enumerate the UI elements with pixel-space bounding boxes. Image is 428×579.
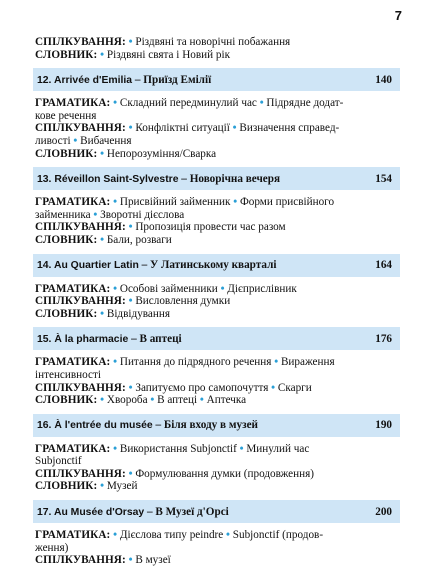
- lesson-page-number: 200: [375, 505, 392, 518]
- entry-text: Відвідування: [106, 307, 171, 320]
- lesson-line: [35, 110, 400, 123]
- entry-text: інтенсивності: [35, 368, 101, 381]
- entry-text: Зворотні дієслова: [100, 208, 185, 221]
- bullet-icon: •: [233, 196, 238, 209]
- lesson-title-ukrainian: – В аптеці: [128, 332, 182, 345]
- lesson-line: [35, 542, 400, 555]
- entry-text: Присвійний займенник: [119, 196, 234, 209]
- lesson-title: [37, 259, 276, 271]
- entry-text: Форми присвійного: [239, 196, 335, 209]
- bullet-icon: •: [271, 381, 276, 394]
- lesson-title-ukrainian: – Новорічна вечеря: [178, 172, 281, 185]
- bullet-icon: •: [128, 381, 133, 394]
- bullet-icon: •: [113, 97, 118, 110]
- category-label: ГРАМАТИКА:: [35, 442, 111, 455]
- intro-line: [35, 49, 400, 62]
- bullet-icon: •: [113, 442, 118, 455]
- entry-text: Дієприслівник: [227, 282, 297, 295]
- bullet-icon: •: [128, 221, 133, 234]
- lesson-title-french: 16. À l'entrée du musée: [37, 420, 153, 432]
- lesson-line: [35, 97, 400, 110]
- bullet-icon: •: [232, 122, 237, 135]
- entry-text: Підрядне додат-: [266, 97, 344, 110]
- lesson-page-number: 190: [375, 419, 392, 432]
- entry-text: Вираження: [280, 356, 335, 369]
- entry-text: Питання до підрядного речення: [119, 356, 275, 369]
- bullet-icon: •: [239, 442, 244, 455]
- bullet-icon: •: [113, 529, 118, 542]
- lesson-line: [35, 234, 400, 247]
- entry-text: В музеї: [135, 554, 171, 567]
- lesson-title-ukrainian: – Приїзд Емілії: [132, 73, 212, 86]
- entry-text: Минулий час: [246, 442, 310, 455]
- entry-text: займенника: [35, 208, 94, 221]
- lesson-line: [35, 369, 400, 382]
- entry-text: Subjonctif (продов-: [232, 529, 324, 542]
- lesson-header: [33, 254, 400, 277]
- lesson-title: [37, 333, 182, 345]
- lesson-title-french: 13. Réveillon Saint-Sylvestre: [37, 173, 179, 185]
- bullet-icon: •: [128, 554, 133, 567]
- category-label: ГРАМАТИКА:: [35, 529, 111, 542]
- category-label: СПІЛКУВАННЯ:: [35, 221, 126, 234]
- lesson-title: [37, 74, 211, 86]
- lesson-page-number: 164: [375, 259, 392, 272]
- entry-text: Різдвяні свята і Новий рік: [106, 48, 231, 61]
- entry-text: ливості: [35, 134, 74, 147]
- entry-text: Пропозиція провести час разом: [135, 221, 286, 234]
- entry-text: Музей: [106, 480, 138, 493]
- entry-text: Хвороба: [106, 394, 151, 407]
- category-label: ГРАМАТИКА:: [35, 196, 111, 209]
- bullet-icon: •: [128, 122, 133, 135]
- lesson-title: [37, 419, 258, 431]
- category-label: СПІЛКУВАННЯ:: [35, 122, 126, 135]
- lesson-title: [37, 506, 229, 518]
- intro-line: [35, 36, 400, 49]
- lesson-line: [35, 221, 400, 234]
- lesson-line: [35, 196, 400, 209]
- entry-text: ження): [35, 541, 69, 554]
- entry-text: Особові займенники: [119, 282, 221, 295]
- lesson-line: [35, 468, 400, 481]
- bullet-icon: •: [226, 529, 230, 542]
- lesson-line: [35, 394, 400, 407]
- bullet-icon: •: [93, 208, 98, 221]
- entry-text: Висловлення думки: [135, 295, 231, 308]
- lesson-section: [35, 68, 400, 160]
- lesson-section: [35, 167, 400, 246]
- lesson-header: [33, 414, 400, 437]
- entry-text: Бали, розваги: [106, 233, 172, 246]
- lesson-title-ukrainian: – У Латинському кварталі: [138, 259, 277, 272]
- entry-text: Непорозуміння/Сварка: [106, 147, 217, 160]
- bullet-icon: •: [100, 147, 105, 160]
- entry-text: Скарги: [277, 381, 312, 394]
- category-label: СЛОВНИК:: [35, 480, 98, 493]
- lesson-title-french: 17. Au Musée d'Orsay: [37, 506, 145, 518]
- category-label: СЛОВНИК:: [35, 307, 98, 320]
- lesson-line: [35, 209, 400, 222]
- bullet-icon: •: [128, 295, 133, 308]
- lesson-header: [33, 327, 400, 350]
- lesson-header: [33, 167, 400, 190]
- bullet-icon: •: [73, 134, 78, 147]
- table-of-contents: [35, 36, 400, 567]
- category-label: СЛОВНИК:: [35, 394, 98, 407]
- category-label: ГРАМАТИКА:: [35, 97, 111, 110]
- bullet-icon: •: [113, 196, 118, 209]
- category-label: СПІЛКУВАННЯ:: [35, 295, 126, 308]
- bullet-icon: •: [113, 356, 118, 369]
- lesson-section: [35, 414, 400, 493]
- entry-text: Вибачення: [80, 134, 132, 147]
- lesson-title-ukrainian: – Біля входу в музей: [152, 419, 258, 432]
- bullet-icon: •: [113, 282, 118, 295]
- entry-text: Складний передминулий час: [119, 97, 260, 110]
- lesson-header: [33, 500, 400, 523]
- lesson-line: [35, 455, 400, 468]
- lesson-header: [33, 68, 400, 91]
- lesson-title-french: 12. Arrivée d'Emilia: [37, 74, 133, 86]
- entry-text: Конфліктні ситуації: [135, 122, 233, 135]
- category-label: СЛОВНИК:: [35, 233, 98, 246]
- category-label: СПІЛКУВАННЯ:: [35, 554, 126, 567]
- bullet-icon: •: [274, 356, 279, 369]
- category-label: СЛОВНИК:: [35, 147, 98, 160]
- entry-text: Запитуємо про самопочуття: [135, 381, 272, 394]
- bullet-icon: •: [259, 97, 264, 110]
- lesson-line: [35, 122, 400, 135]
- lesson-section: [35, 327, 400, 406]
- lesson-line: [35, 529, 400, 542]
- category-label: ГРАМАТИКА:: [35, 356, 111, 369]
- page-number: 7: [394, 8, 402, 23]
- lesson-title: [37, 173, 280, 185]
- entry-text: кове речення: [35, 109, 97, 122]
- entry-text: Різдвяні та новорічні побажання: [135, 36, 291, 48]
- lesson-section: [35, 500, 400, 567]
- lesson-line: [35, 480, 400, 493]
- category-label: СПІЛКУВАННЯ:: [35, 381, 126, 394]
- lesson-line: [35, 295, 400, 308]
- category-label: СЛОВНИК:: [35, 48, 98, 61]
- lesson-page-number: 176: [375, 332, 392, 345]
- category-label: СПІЛКУВАННЯ:: [35, 36, 126, 48]
- entry-text: Аптечка: [206, 394, 247, 407]
- lesson-line: [35, 135, 400, 148]
- bullet-icon: •: [128, 36, 133, 48]
- lesson-line: [35, 283, 400, 296]
- lesson-title-french: 15. À la pharmacie: [37, 333, 129, 345]
- lesson-line: [35, 443, 400, 456]
- bullet-icon: •: [150, 394, 155, 407]
- lesson-line: [35, 554, 400, 567]
- lesson-line: [35, 382, 400, 395]
- bullet-icon: •: [100, 480, 105, 493]
- lesson-line: [35, 356, 400, 369]
- entry-text: Визначення справед-: [239, 122, 340, 135]
- bullet-icon: •: [100, 307, 105, 320]
- lesson-title-ukrainian: – В Музеї д'Орсі: [144, 505, 229, 518]
- entry-text: Формулювання думки (продовження): [135, 467, 314, 480]
- entry-text: Subjonctif: [35, 455, 82, 468]
- lesson-page-number: 154: [375, 172, 392, 185]
- bullet-icon: •: [220, 282, 225, 295]
- entry-text: Дієслова типу peindre: [119, 529, 227, 542]
- category-label: СПІЛКУВАННЯ:: [35, 467, 126, 480]
- entry-text: Використання Subjonctif: [119, 442, 240, 455]
- lesson-title-french: 14. Au Quartier Latin: [37, 260, 139, 272]
- lesson-page-number: 140: [375, 73, 392, 86]
- bullet-icon: •: [100, 233, 105, 246]
- bullet-icon: •: [100, 394, 105, 407]
- intro-section: [35, 36, 400, 61]
- bullet-icon: •: [100, 48, 105, 61]
- lesson-line: [35, 308, 400, 321]
- bullet-icon: •: [199, 394, 204, 407]
- bullet-icon: •: [128, 467, 133, 480]
- entry-text: В аптеці: [157, 394, 200, 407]
- lesson-line: [35, 148, 400, 161]
- lesson-section: [35, 254, 400, 321]
- category-label: ГРАМАТИКА:: [35, 282, 111, 295]
